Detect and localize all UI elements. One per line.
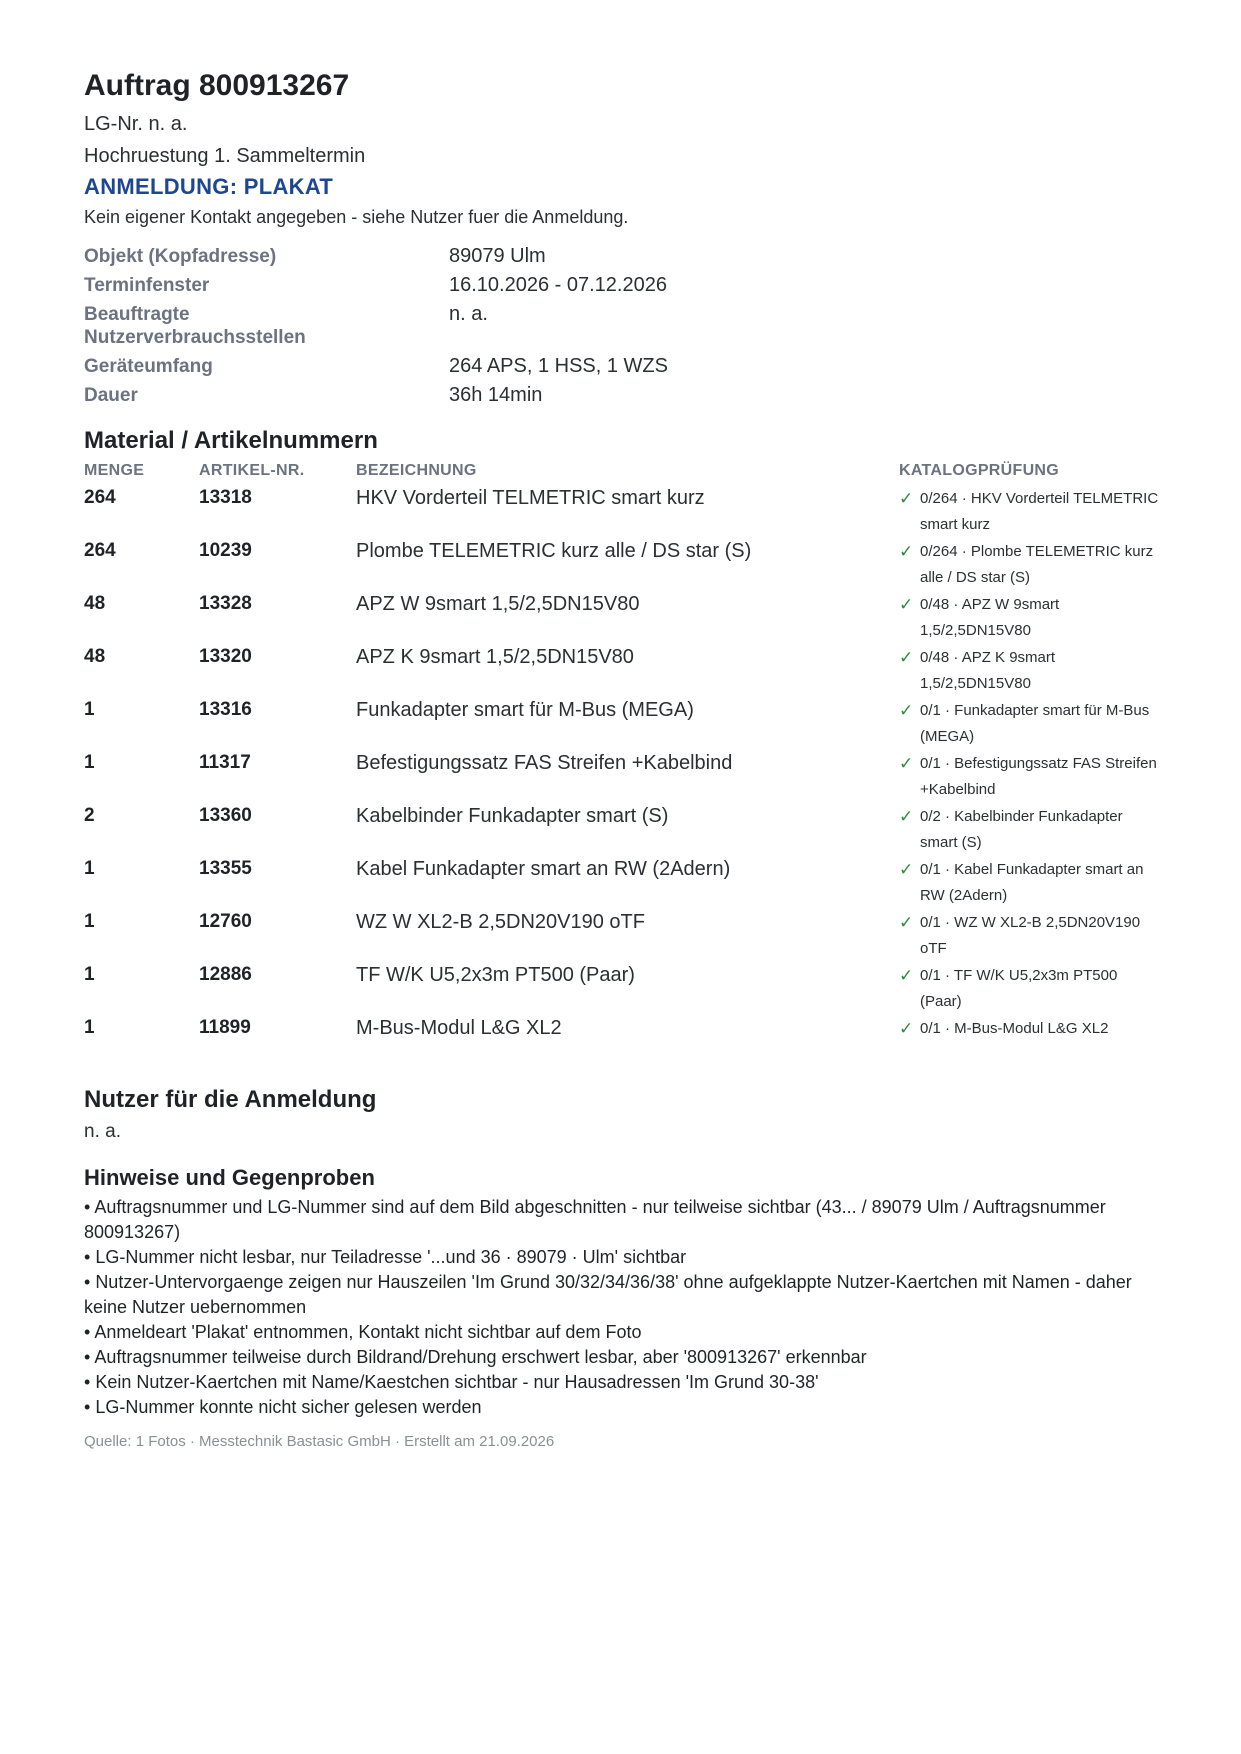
cell-katalog — [899, 751, 1174, 804]
nutzer-value: n. a. — [84, 1121, 121, 1142]
cell-katalog — [899, 486, 1174, 539]
cell-menge: 1 — [84, 1017, 95, 1038]
cell-artikel: 11317 — [199, 752, 251, 773]
cell-menge: 1 — [84, 858, 95, 879]
kontakt-note: Kein eigener Kontakt angegeben - siehe Nutzer fuer die Anmeldung. — [84, 207, 629, 227]
cell-artikel: 10239 — [199, 540, 252, 561]
cell-artikel: 12760 — [199, 911, 252, 932]
material-section-title: Material / Artikelnummern — [84, 427, 378, 454]
table-header-row — [84, 462, 1174, 486]
cell-bezeichnung: M-Bus-Modul L&G XL2 — [356, 1017, 562, 1039]
cell-bezeichnung: WZ W XL2-B 2,5DN20V190 oTF — [356, 911, 645, 933]
table-row — [84, 539, 1174, 592]
cell-artikel: 13355 — [199, 858, 252, 879]
list-item: • Nutzer-Untervorgaenge zeigen nur Hauszeilen 'Im Grund 30/32/34/36/38' ohne aufgeklappte Nutzer-Kaertchen mit Namen - daher keine Nutzer uebernommen — [84, 1270, 1174, 1320]
katalog-check — [899, 1016, 1174, 1042]
detail-value: 36h 14min — [449, 384, 543, 406]
details-list — [84, 242, 1174, 410]
list-item: • Auftragsnummer teilweise durch Bildrand/Drehung erschwert lesbar, aber '800913267' erkennbar — [84, 1345, 1174, 1370]
katalog-text: 0/48 · APZ K 9smart 1,5/2,5DN15V80 — [920, 649, 1056, 692]
cell-artikel: 11899 — [199, 1017, 251, 1038]
document-body — [84, 64, 1174, 1452]
table-row — [84, 804, 1174, 857]
detail-value: 264 APS, 1 HSS, 1 WZS — [449, 355, 668, 377]
katalog-text: 0/1 · Funkadapter smart für M-Bus (MEGA) — [920, 702, 1150, 745]
cell-katalog — [899, 963, 1174, 1016]
check-icon: ✓ — [899, 860, 914, 879]
hinweise-list — [84, 1195, 1174, 1420]
katalog-text: 0/2 · Kabelbinder Funkadapter smart (S) — [920, 808, 1123, 851]
cell-menge: 1 — [84, 964, 95, 985]
katalog-text: 0/1 · M-Bus-Modul L&G XL2 — [920, 1020, 1109, 1037]
cell-katalog — [899, 910, 1174, 963]
list-item: • Kein Nutzer-Kaertchen mit Name/Kaestchen sichtbar - nur Hausadressen 'Im Grund 30-38' — [84, 1370, 1174, 1395]
cell-bezeichnung: HKV Vorderteil TELMETRIC smart kurz — [356, 487, 705, 509]
cell-menge: 48 — [84, 646, 106, 667]
katalog-text: 0/1 · WZ W XL2-B 2,5DN20V190 oTF — [920, 914, 1141, 957]
cell-artikel: 13360 — [199, 805, 252, 826]
detail-row-objekt — [84, 242, 1174, 271]
check-icon: ✓ — [899, 807, 914, 826]
katalog-check — [899, 910, 1174, 962]
nutzer-section-title: Nutzer für die Anmeldung — [84, 1086, 377, 1113]
cell-bezeichnung: APZ W 9smart 1,5/2,5DN15V80 — [356, 593, 640, 615]
cell-menge: 2 — [84, 805, 95, 826]
cell-menge: 264 — [84, 540, 116, 561]
check-icon: ✓ — [899, 701, 914, 720]
cell-artikel: 13316 — [199, 699, 252, 720]
hinweise-section-title: Hinweise und Gegenproben — [84, 1165, 375, 1190]
cell-artikel: 12886 — [199, 964, 252, 985]
table-row — [84, 592, 1174, 645]
cell-bezeichnung: Funkadapter smart für M-Bus (MEGA) — [356, 699, 694, 721]
cell-menge: 1 — [84, 752, 95, 773]
column-header-bezeichnung: BEZEICHNUNG — [356, 462, 477, 479]
column-header-katalog: KATALOGPRÜFUNG — [899, 462, 1060, 479]
table-row — [84, 910, 1174, 963]
lg-nr: LG-Nr. n. a. — [84, 113, 188, 135]
katalog-check — [899, 486, 1174, 538]
katalog-text: 0/1 · Kabel Funkadapter smart an RW (2Adern) — [920, 861, 1144, 904]
detail-label: Terminfenster — [84, 275, 210, 296]
cell-bezeichnung: Kabelbinder Funkadapter smart (S) — [356, 805, 669, 827]
cell-menge: 1 — [84, 911, 95, 932]
cell-artikel: 13320 — [199, 646, 252, 667]
cell-menge: 1 — [84, 699, 95, 720]
check-icon: ✓ — [899, 648, 914, 667]
check-icon: ✓ — [899, 542, 914, 561]
detail-row-geraeteumfang — [84, 352, 1174, 381]
list-item: • LG-Nummer konnte nicht sicher gelesen werden — [84, 1395, 1174, 1420]
katalog-text: 0/264 · Plombe TELEMETRIC kurz alle / DS star (S) — [920, 543, 1154, 586]
katalog-check — [899, 751, 1174, 803]
footer-source: Quelle: 1 Fotos · Messtechnik Bastasic GmbH · Erstellt am 21.09.2026 — [84, 1433, 555, 1450]
detail-label: Objekt (Kopfadresse) — [84, 246, 277, 267]
katalog-text: 0/1 · TF W/K U5,2x3m PT500 (Paar) — [920, 967, 1118, 1010]
list-item: • Auftragsnummer und LG-Nummer sind auf dem Bild abgeschnitten - nur teilweise sichtbar (43... / 89079 Ulm / Auftragsnummer 800913267) — [84, 1195, 1174, 1245]
cell-katalog — [899, 592, 1174, 645]
detail-label: Beauftragte Nutzerverbrauchsstellen — [84, 304, 306, 348]
table-row — [84, 857, 1174, 910]
katalog-text: 0/264 · HKV Vorderteil TELMETRIC smart kurz — [920, 490, 1159, 533]
detail-label: Geräteumfang — [84, 356, 213, 377]
cell-bezeichnung: APZ K 9smart 1,5/2,5DN15V80 — [356, 646, 634, 668]
cell-bezeichnung: Plombe TELEMETRIC kurz alle / DS star (S) — [356, 540, 752, 562]
katalog-check — [899, 963, 1174, 1015]
cell-bezeichnung: TF W/K U5,2x3m PT500 (Paar) — [356, 964, 635, 986]
detail-row-terminfenster — [84, 271, 1174, 300]
katalog-check — [899, 698, 1174, 750]
katalog-check — [899, 804, 1174, 856]
table-row — [84, 751, 1174, 804]
katalog-text: 0/1 · Befestigungssatz FAS Streifen +Kabelbind — [920, 755, 1157, 798]
cell-menge: 48 — [84, 593, 106, 614]
cell-bezeichnung: Kabel Funkadapter smart an RW (2Adern) — [356, 858, 731, 880]
katalog-check — [899, 645, 1174, 697]
list-item: • LG-Nummer nicht lesbar, nur Teiladresse '...und 36 · 89079 · Ulm' sichtbar — [84, 1245, 1174, 1270]
cell-bezeichnung: Befestigungssatz FAS Streifen +Kabelbind — [356, 752, 733, 774]
check-icon: ✓ — [899, 489, 914, 508]
page-title: Auftrag 800913267 — [84, 69, 350, 102]
cell-artikel: 13318 — [199, 487, 252, 508]
column-header-artikel: ARTIKEL-NR. — [199, 462, 305, 479]
check-icon: ✓ — [899, 595, 914, 614]
detail-value: n. a. — [449, 303, 488, 325]
anmeldung-type: ANMELDUNG: PLAKAT — [84, 174, 334, 199]
table-row — [84, 1016, 1174, 1069]
katalog-check — [899, 592, 1174, 644]
cell-katalog — [899, 698, 1174, 751]
cell-katalog — [899, 804, 1174, 857]
detail-value: 16.10.2026 - 07.12.2026 — [449, 274, 667, 296]
cell-katalog — [899, 645, 1174, 698]
column-header-menge: MENGE — [84, 462, 145, 479]
material-table-body — [84, 486, 1174, 1069]
detail-row-dauer — [84, 381, 1174, 410]
termin-type: Hochruestung 1. Sammeltermin — [84, 145, 366, 167]
check-icon: ✓ — [899, 966, 914, 985]
material-table — [84, 462, 1174, 1069]
cell-artikel: 13328 — [199, 593, 252, 614]
cell-katalog — [899, 1016, 1174, 1069]
detail-label: Dauer — [84, 385, 138, 406]
check-icon: ✓ — [899, 754, 914, 773]
table-row — [84, 486, 1174, 539]
katalog-check — [899, 857, 1174, 909]
check-icon: ✓ — [899, 913, 914, 932]
table-row — [84, 963, 1174, 1016]
cell-katalog — [899, 539, 1174, 592]
list-item: • Anmeldeart 'Plakat' entnommen, Kontakt nicht sichtbar auf dem Foto — [84, 1320, 1174, 1345]
cell-katalog — [899, 857, 1174, 910]
table-row — [84, 698, 1174, 751]
katalog-check — [899, 539, 1174, 591]
detail-row-nutzerverbrauchsstellen — [84, 300, 1174, 352]
table-row — [84, 645, 1174, 698]
katalog-text: 0/48 · APZ W 9smart 1,5/2,5DN15V80 — [920, 596, 1060, 639]
cell-menge: 264 — [84, 487, 116, 508]
check-icon: ✓ — [899, 1019, 914, 1038]
detail-value: 89079 Ulm — [449, 245, 546, 267]
